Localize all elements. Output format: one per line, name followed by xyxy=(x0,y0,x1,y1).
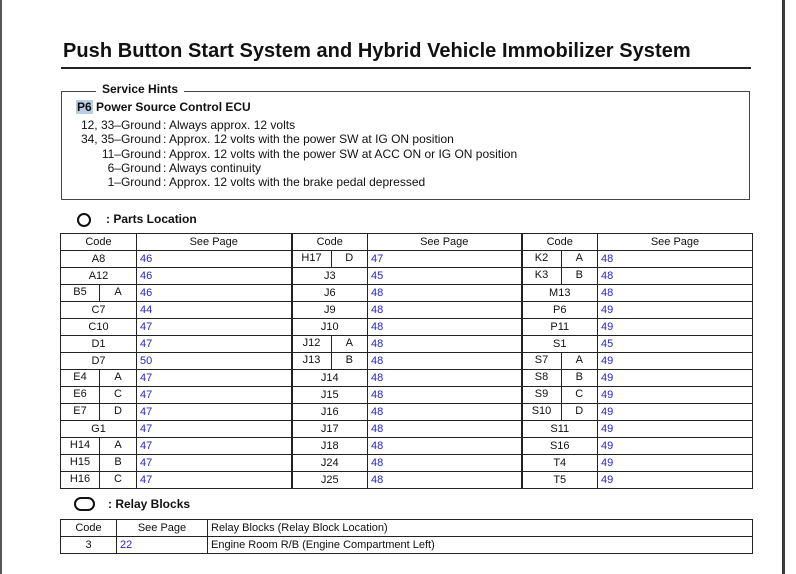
part-code-cell xyxy=(292,268,368,285)
part-code-suffix: C xyxy=(114,388,122,400)
part-code-cell xyxy=(292,285,368,302)
part-code-cell xyxy=(522,302,598,319)
table-row xyxy=(61,370,753,387)
part-see-page-link[interactable]: 49 xyxy=(598,438,753,455)
part-code-cell xyxy=(292,387,368,404)
relay-col-page-header: See Page xyxy=(117,520,208,537)
part-code: A8 xyxy=(91,253,106,265)
part-code-cell xyxy=(292,251,368,268)
table-row xyxy=(61,251,753,268)
part-code-cell xyxy=(61,285,137,302)
part-code: J25 xyxy=(320,474,339,486)
part-code: D7 xyxy=(91,355,106,367)
part-code-cell xyxy=(522,319,598,336)
part-code-cell xyxy=(292,353,368,370)
part-code-suffix: B xyxy=(345,354,353,366)
part-code-cell xyxy=(61,472,137,489)
part-see-page-link[interactable]: 46 xyxy=(137,268,292,285)
hint-component-code: P6 xyxy=(77,100,92,114)
table-row xyxy=(61,387,753,404)
part-code: H17 xyxy=(293,251,332,267)
part-see-page-link[interactable]: 49 xyxy=(598,421,753,438)
part-see-page-link[interactable]: 45 xyxy=(598,336,753,353)
part-code-cell xyxy=(522,353,598,370)
part-code: A12 xyxy=(88,270,109,282)
part-code-cell xyxy=(292,302,368,319)
part-see-page-link[interactable]: 49 xyxy=(598,370,753,387)
part-code: H15 xyxy=(61,455,100,471)
part-see-page-link[interactable]: 48 xyxy=(368,336,522,353)
table-row xyxy=(61,319,753,336)
relay-see-page-link[interactable]: 22 xyxy=(117,537,208,554)
part-code-cell xyxy=(61,421,137,438)
part-code-cell xyxy=(61,370,137,387)
part-code: J9 xyxy=(323,304,336,316)
part-see-page-link[interactable]: 47 xyxy=(137,387,292,404)
part-code-suffix: C xyxy=(114,473,122,485)
part-code-cell xyxy=(61,302,137,319)
part-see-page-link[interactable]: 47 xyxy=(137,455,292,472)
part-code: D1 xyxy=(91,338,106,350)
table-row xyxy=(61,455,753,472)
part-see-page-link[interactable]: 47 xyxy=(137,336,292,353)
part-code: E7 xyxy=(61,404,100,420)
hint-description: : Approx. 12 volts with the power SW at ACC ON or IG ON position xyxy=(163,146,518,161)
title-underline xyxy=(61,67,751,69)
hint-terminals: 6–Ground xyxy=(107,160,161,175)
table-row xyxy=(61,302,753,319)
part-code: C10 xyxy=(88,321,109,333)
table-row xyxy=(61,472,753,489)
part-code-suffix: A xyxy=(114,439,122,451)
part-see-page-link[interactable]: 45 xyxy=(368,268,522,285)
part-code-cell xyxy=(61,268,137,285)
part-code: J14 xyxy=(320,372,339,384)
part-code-suffix: C xyxy=(575,388,584,400)
part-code-suffix: D xyxy=(345,252,354,264)
hint-description: : Always approx. 12 volts xyxy=(163,118,296,132)
part-code: S11 xyxy=(550,423,570,435)
part-code-cell xyxy=(522,438,598,455)
relay-code-cell: 3 xyxy=(61,537,117,554)
part-see-page-link[interactable]: 49 xyxy=(598,472,753,489)
part-code-cell xyxy=(61,251,137,268)
part-see-page-link[interactable]: 48 xyxy=(368,438,522,455)
parts-header-row xyxy=(61,234,753,251)
part-see-page-link[interactable]: 48 xyxy=(368,404,522,421)
part-code: S16 xyxy=(549,440,570,452)
part-code-cell xyxy=(292,421,368,438)
table-row xyxy=(61,438,753,455)
part-code-suffix: D xyxy=(114,405,122,417)
part-see-page-link[interactable]: 48 xyxy=(368,455,522,472)
relay-blocks-table xyxy=(60,519,753,554)
relay-blocks-oval-icon xyxy=(74,497,95,511)
part-see-page-link[interactable]: 49 xyxy=(598,319,753,336)
part-code: E6 xyxy=(61,387,100,403)
part-code-cell xyxy=(292,404,368,421)
hint-description: : Approx. 12 volts with the power SW at IG ON position xyxy=(163,132,454,147)
part-code: M13 xyxy=(549,287,571,299)
parts-location-heading: : Parts Location xyxy=(106,212,197,226)
part-code-suffix: A xyxy=(575,354,583,366)
hint-component xyxy=(76,100,251,114)
part-code: H14 xyxy=(61,438,100,454)
part-code: J24 xyxy=(320,457,339,469)
part-code-cell xyxy=(522,472,598,489)
part-code: J13 xyxy=(293,353,332,369)
part-code-suffix: A xyxy=(345,337,353,349)
part-see-page-link[interactable]: 46 xyxy=(137,251,292,268)
part-code-cell xyxy=(522,285,598,302)
part-see-page-link[interactable]: 49 xyxy=(598,353,753,370)
part-see-page-link[interactable]: 49 xyxy=(598,455,753,472)
part-code-suffix: A xyxy=(114,286,122,298)
part-code-suffix: A xyxy=(575,252,583,264)
part-code: H16 xyxy=(61,472,100,488)
part-see-page-link[interactable]: 47 xyxy=(137,370,292,387)
part-code-cell xyxy=(522,268,598,285)
part-code: C7 xyxy=(91,304,106,316)
part-code-cell xyxy=(61,404,137,421)
hint-terminals: 1–Ground xyxy=(107,175,161,190)
part-see-page-link[interactable]: 48 xyxy=(368,302,522,319)
col-page-header: See Page xyxy=(137,234,292,251)
part-code: E4 xyxy=(61,370,100,386)
hint-terminals: 12, 33–Ground xyxy=(80,118,161,132)
part-see-page-link[interactable]: 46 xyxy=(137,285,292,302)
part-code: T5 xyxy=(553,474,567,486)
parts-location-table xyxy=(60,233,753,489)
part-code-cell xyxy=(522,455,598,472)
part-see-page-link[interactable]: 44 xyxy=(137,302,292,319)
part-code: J6 xyxy=(323,287,336,299)
part-see-page-link[interactable]: 47 xyxy=(137,319,292,336)
part-code-cell xyxy=(61,438,137,455)
part-code: P6 xyxy=(553,304,567,316)
part-see-page-link[interactable]: 48 xyxy=(598,285,753,302)
col-page-header: See Page xyxy=(598,234,753,251)
part-code-cell xyxy=(292,370,368,387)
part-code-cell xyxy=(522,370,598,387)
service-hints-heading: Service Hints xyxy=(96,82,184,96)
part-see-page-link[interactable]: 47 xyxy=(137,472,292,489)
part-code: B5 xyxy=(61,285,100,301)
part-code-cell xyxy=(61,319,137,336)
part-code-cell xyxy=(522,251,598,268)
table-row xyxy=(61,404,753,421)
relay-col-desc-header: Relay Blocks (Relay Block Location) xyxy=(208,520,753,537)
page-left-edge xyxy=(0,0,2,574)
part-code-cell xyxy=(292,319,368,336)
col-code-header: Code xyxy=(61,234,137,251)
part-code: J10 xyxy=(320,321,339,333)
part-code-suffix: B xyxy=(575,371,583,383)
relay-description-cell: Engine Room R/B (Engine Compartment Left) xyxy=(208,537,753,554)
part-code: S10 xyxy=(523,404,562,420)
col-code-header: Code xyxy=(292,234,368,251)
hint-terminals: 11–Ground xyxy=(101,146,161,161)
part-see-page-link[interactable]: 49 xyxy=(598,302,753,319)
table-row xyxy=(61,353,753,370)
table-row xyxy=(61,537,753,554)
part-code-cell xyxy=(522,421,598,438)
page-right-edge xyxy=(782,0,785,574)
table-row xyxy=(61,285,753,302)
part-code-cell xyxy=(61,336,137,353)
part-see-page-link[interactable]: 47 xyxy=(368,251,522,268)
hint-description: : Approx. 12 volts with the brake pedal depressed xyxy=(163,175,426,190)
part-code-suffix: B xyxy=(114,456,122,468)
parts-location-circle-icon xyxy=(77,213,91,227)
part-code: S8 xyxy=(523,370,562,386)
part-see-page-link[interactable]: 48 xyxy=(598,251,753,268)
part-code-cell xyxy=(522,404,598,421)
part-see-page-link[interactable]: 47 xyxy=(137,438,292,455)
hint-description: : Always continuity xyxy=(163,160,262,175)
part-code-cell xyxy=(522,336,598,353)
hint-component-name: Power Source Control ECU xyxy=(96,100,251,114)
part-see-page-link[interactable]: 48 xyxy=(598,268,753,285)
part-see-page-link[interactable]: 48 xyxy=(368,285,522,302)
part-code-cell xyxy=(61,455,137,472)
part-code-suffix: B xyxy=(575,269,583,281)
part-see-page-link[interactable]: 48 xyxy=(368,421,522,438)
part-see-page-link[interactable]: 48 xyxy=(368,370,522,387)
col-code-header: Code xyxy=(522,234,598,251)
part-see-page-link[interactable]: 48 xyxy=(368,472,522,489)
part-code-cell xyxy=(292,472,368,489)
relay-header-row xyxy=(61,520,753,537)
part-code: J16 xyxy=(320,406,339,418)
part-see-page-link[interactable]: 47 xyxy=(137,421,292,438)
part-code-cell xyxy=(522,387,598,404)
part-see-page-link[interactable]: 49 xyxy=(598,387,753,404)
part-code: T4 xyxy=(553,457,567,469)
part-code: S9 xyxy=(523,387,562,403)
part-code: J12 xyxy=(293,336,332,352)
page-title: Push Button Start System and Hybrid Vehicle Immobilizer System xyxy=(63,40,691,62)
part-code: K3 xyxy=(523,268,562,284)
part-see-page-link[interactable]: 48 xyxy=(368,387,522,404)
part-see-page-link[interactable]: 50 xyxy=(137,353,292,370)
table-row xyxy=(61,268,753,285)
part-code: J18 xyxy=(320,440,339,452)
part-code-suffix: D xyxy=(575,405,584,417)
table-row xyxy=(61,336,753,353)
part-code: S1 xyxy=(553,338,567,350)
part-code: S7 xyxy=(523,353,562,369)
part-code: J3 xyxy=(323,270,336,282)
part-code: G1 xyxy=(91,423,106,435)
part-see-page-link[interactable]: 48 xyxy=(368,353,522,370)
hint-terminals: 34, 35–Ground xyxy=(80,132,161,147)
table-row xyxy=(61,421,753,438)
relay-col-code-header: Code xyxy=(61,520,117,537)
part-code: P11 xyxy=(550,321,570,333)
col-page-header: See Page xyxy=(368,234,522,251)
part-code-cell xyxy=(292,455,368,472)
part-code: K2 xyxy=(523,251,562,267)
part-code-cell xyxy=(61,353,137,370)
part-see-page-link[interactable]: 47 xyxy=(137,404,292,421)
part-code-cell xyxy=(61,387,137,404)
part-code: J17 xyxy=(320,423,339,435)
part-code-cell xyxy=(292,438,368,455)
part-see-page-link[interactable]: 48 xyxy=(368,319,522,336)
relay-blocks-heading: : Relay Blocks xyxy=(108,497,191,511)
part-code-cell xyxy=(292,336,368,353)
part-code-suffix: A xyxy=(114,371,122,383)
part-see-page-link[interactable]: 49 xyxy=(598,404,753,421)
part-code: J15 xyxy=(320,389,339,401)
